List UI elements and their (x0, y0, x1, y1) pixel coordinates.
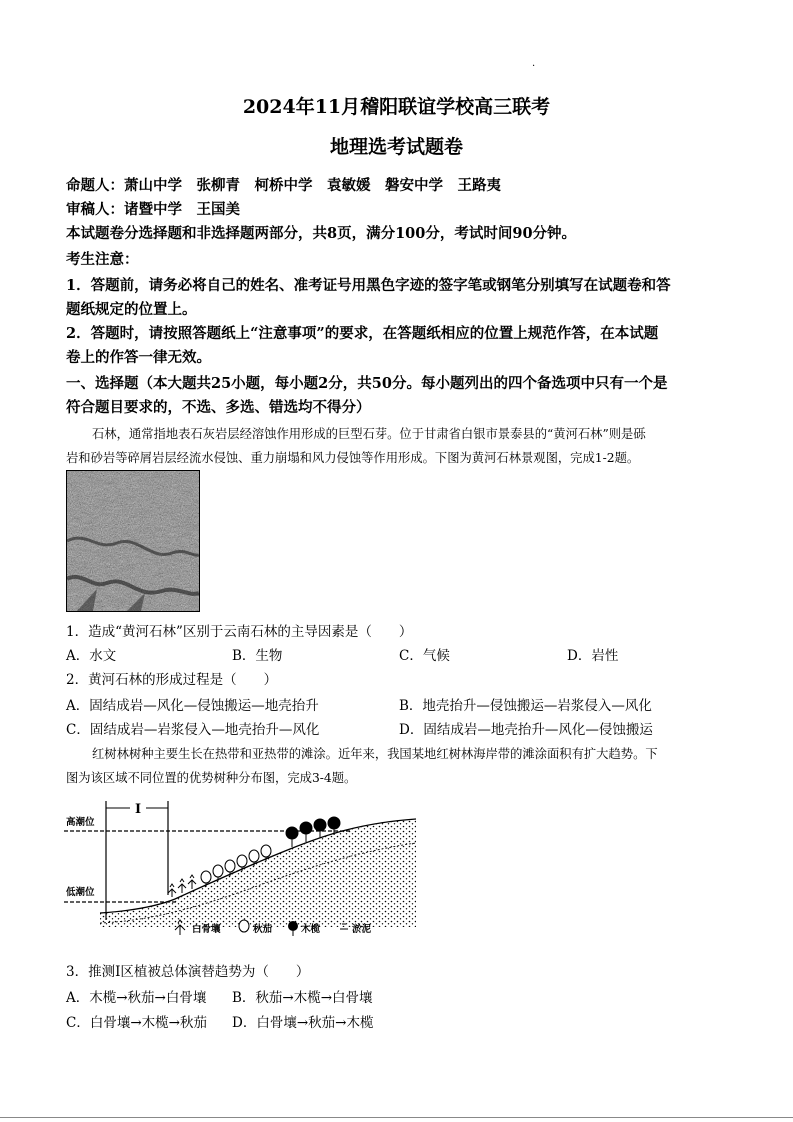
legend-bruguiera: 木榄 (301, 924, 321, 935)
high-tide-label: 高潮位 (66, 817, 95, 828)
legend-kandelia-icon (239, 920, 249, 932)
question-2-option-b[interactable]: B．地壳抬升—侵蚀搬运—岩浆侵入—风化 (399, 698, 652, 714)
exam-subtitle: 地理选考试题卷 (329, 136, 463, 158)
question-3-option-b[interactable]: B．秋茄→木榄→白骨壤 (232, 990, 373, 1006)
passage-2-line-2: 图为该区域不同位置的优势树种分布图，完成3-4题。 (66, 771, 357, 785)
notice-1-line-1: 1．答题前，请务必将自己的姓名、准考证号用黑色字迹的签字笔或钢笔分别填写在试题卷和答 (66, 277, 671, 294)
question-1-option-d[interactable]: D．岩性 (567, 648, 619, 664)
page-bottom-divider (0, 1117, 793, 1118)
authors-line: 命题人：萧山中学 张柳青 柯桥中学 袁敏媛 磐安中学 王路夷 (66, 177, 501, 194)
question-1-option-c[interactable]: C．气候 (399, 648, 450, 664)
question-1-stem: 1．造成“黄河石林”区别于云南石林的主导因素是（ ） (66, 624, 413, 640)
question-3-stem: 3．推测Ⅰ区植被总体演替趋势为（ ） (66, 964, 310, 980)
reviewer-line: 审稿人：诸暨中学 王国美 (66, 201, 240, 218)
mangrove-diagram (60, 795, 430, 943)
question-3-option-d[interactable]: D．白骨壤→秋茄→木榄 (232, 1015, 374, 1031)
question-1-option-b[interactable]: B．生物 (232, 648, 283, 664)
question-1-option-a[interactable]: A．水文 (66, 648, 117, 664)
question-2-stem: 2．黄河石林的形成过程是（ ） (66, 672, 278, 688)
question-3-option-c[interactable]: C．白骨壤→木榄→秋茄 (66, 1015, 207, 1031)
stone-forest-photo (66, 470, 200, 612)
question-2-option-c[interactable]: C．固结成岩—岩浆侵入—地壳抬升—风化 (66, 722, 320, 738)
passage-1-line-1: 石林，通常指地表石灰岩层经溶蚀作用形成的巨型石芽。位于甘肃省白银市景泰县的“黄河石林”则是砾 (92, 427, 646, 441)
notice-1-line-2: 题纸规定的位置上。 (66, 301, 197, 318)
passage-2-line-1: 红树林树种主要生长在热带和亚热带的滩涂。近年来，我国某地红树林海岸带的滩涂面积有扩大趋势。下 (92, 747, 658, 761)
zone-label: I (134, 802, 142, 817)
dot-mark: . (532, 58, 536, 69)
legend-bruguiera-icon (288, 921, 298, 931)
question-2-option-a[interactable]: A．固结成岩—风化—侵蚀搬运—地壳抬升 (66, 698, 319, 714)
low-tide-label: 低潮位 (66, 887, 95, 898)
legend-kandelia: 秋茄 (253, 924, 273, 935)
intro-line: 本试题卷分选择题和非选择题两部分，共8页，满分100分，考试时间90分钟。 (66, 225, 577, 242)
legend-avicennia: 白骨壤 (192, 924, 221, 935)
question-2-option-d[interactable]: D．固结成岩—地壳抬升—风化—侵蚀搬运 (399, 722, 653, 738)
notice-title: 考生注意： (66, 251, 139, 268)
passage-1-line-2: 岩和砂岩等碎屑岩层经流水侵蚀、重力崩塌和风力侵蚀等作用形成。下图为黄河石林景观图，完成1-2题。 (66, 451, 640, 465)
section-1-line-2: 符合题目要求的，不选、多选、错选均不得分） (66, 399, 371, 416)
legend-mud: 淤泥 (352, 924, 372, 935)
question-3-option-a[interactable]: A．木榄→秋茄→白骨壤 (66, 990, 207, 1006)
tidal-flat (100, 819, 416, 927)
notice-2-line-1: 2．答题时，请按照答题纸上“注意事项”的要求，在答题纸相应的位置上规范作答，在本试题 (66, 325, 659, 342)
section-1-line-1: 一、选择题（本大题共25小题，每小题2分，共50分。每小题列出的四个备选项中只有一个是 (66, 375, 668, 392)
notice-2-line-2: 卷上的作答一律无效。 (66, 349, 211, 366)
exam-title: 2024年11月稽阳联谊学校高三联考 (242, 96, 551, 118)
